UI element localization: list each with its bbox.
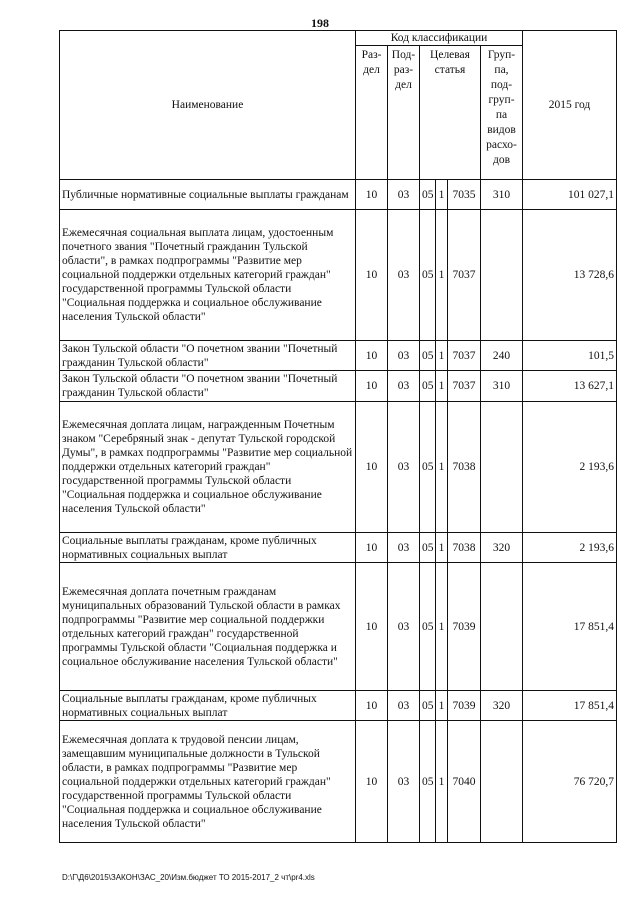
row-target-article-part3: 7039 — [448, 691, 481, 721]
row-podrazdel: 03 — [388, 563, 420, 691]
row-amount-2015: 17 851,4 — [523, 563, 617, 691]
header-name: Наименование — [60, 31, 356, 180]
table-header — [60, 31, 617, 180]
row-target-article-part1: 05 — [420, 180, 436, 210]
row-target-article-part1: 05 — [420, 341, 436, 371]
row-target-article-part3: 7037 — [448, 341, 481, 371]
header-tselevaya-statya: Целевая статья — [420, 46, 481, 180]
table-body — [60, 180, 617, 843]
row-target-article-part3: 7035 — [448, 180, 481, 210]
row-expense-group: 310 — [481, 371, 523, 402]
row-target-article-part2: 1 — [436, 180, 448, 210]
row-target-article-part2: 1 — [436, 371, 448, 402]
row-target-article-part1: 05 — [420, 691, 436, 721]
row-podrazdel: 03 — [388, 180, 420, 210]
table-row — [60, 341, 617, 371]
row-razdel: 10 — [356, 563, 388, 691]
row-expense-group: 240 — [481, 341, 523, 371]
budget-table — [59, 30, 617, 843]
row-amount-2015: 13 728,6 — [523, 210, 617, 341]
row-podrazdel: 03 — [388, 721, 420, 843]
table-row — [60, 210, 617, 341]
row-expense-group: 310 — [481, 180, 523, 210]
page-number: 198 — [311, 16, 329, 30]
row-target-article-part3: 7037 — [448, 371, 481, 402]
row-razdel: 10 — [356, 371, 388, 402]
row-razdel: 10 — [356, 721, 388, 843]
table-row — [60, 180, 617, 210]
row-podrazdel: 03 — [388, 691, 420, 721]
row-target-article-part1: 05 — [420, 533, 436, 563]
row-name: Публичные нормативные социальные выплаты гражданам — [60, 180, 356, 210]
row-name: Ежемесячная доплата к трудовой пенсии лицам, замещавшим муниципальные должности в Тульской области, в рамках подпрограммы "Развитие мер социальной поддержки отдельных категорий граждан" государственной программы Тульской области "Социальная поддержка и социальное обслуживание населения Тульской области" — [60, 721, 356, 843]
row-expense-group — [481, 402, 523, 533]
row-target-article-part3: 7038 — [448, 533, 481, 563]
row-target-article-part2: 1 — [436, 533, 448, 563]
row-amount-2015: 2 193,6 — [523, 402, 617, 533]
row-amount-2015: 2 193,6 — [523, 533, 617, 563]
header-podrazdel: Под- раз- дел — [388, 46, 420, 180]
row-expense-group: 320 — [481, 691, 523, 721]
row-name: Ежемесячная доплата почетным гражданам муниципальных образований Тульской области в рамках подпрограммы "Развитие мер социальной поддержки отдельных категорий граждан" государственной программы Тульской области "Социальная поддержка и социальное обслуживание населения Тульской области" — [60, 563, 356, 691]
row-name: Ежемесячная социальная выплата лицам, удостоенным почетного звания "Почетный гражданин Тульской области", в рамках подпрограммы "Развитие мер социальной поддержки отдельных категорий граждан" государственной программы Тульской области "Социальная поддержка и социальное обслуживание населения Тульской области" — [60, 210, 356, 341]
row-podrazdel: 03 — [388, 371, 420, 402]
table-row — [60, 691, 617, 721]
row-amount-2015: 13 627,1 — [523, 371, 617, 402]
row-target-article-part2: 1 — [436, 402, 448, 533]
row-name: Социальные выплаты гражданам, кроме публичных нормативных социальных выплат — [60, 691, 356, 721]
row-target-article-part3: 7038 — [448, 402, 481, 533]
row-target-article-part1: 05 — [420, 371, 436, 402]
row-razdel: 10 — [356, 180, 388, 210]
header-gruppa: Груп- па, под- груп- па видов расхо- дов — [481, 46, 523, 180]
table-row — [60, 533, 617, 563]
row-target-article-part3: 7040 — [448, 721, 481, 843]
row-target-article-part1: 05 — [420, 210, 436, 341]
row-amount-2015: 101 027,1 — [523, 180, 617, 210]
row-razdel: 10 — [356, 691, 388, 721]
row-expense-group — [481, 721, 523, 843]
row-expense-group: 320 — [481, 533, 523, 563]
row-razdel: 10 — [356, 533, 388, 563]
file-path-footer: D:\Г\Д6\2015\ЗАКОН\ЗАС_20\Изм.бюджет ТО 2015-2017_2 чт\pr4.xls — [62, 873, 315, 882]
header-year: 2015 год — [523, 31, 617, 180]
table-row — [60, 721, 617, 843]
row-target-article-part1: 05 — [420, 402, 436, 533]
row-razdel: 10 — [356, 341, 388, 371]
row-target-article-part2: 1 — [436, 691, 448, 721]
row-podrazdel: 03 — [388, 402, 420, 533]
row-target-article-part2: 1 — [436, 210, 448, 341]
row-name: Закон Тульской области "О почетном звании "Почетный гражданин Тульской области" — [60, 341, 356, 371]
row-razdel: 10 — [356, 402, 388, 533]
row-name: Закон Тульской области "О почетном звании "Почетный гражданин Тульской области" — [60, 371, 356, 402]
row-target-article-part1: 05 — [420, 721, 436, 843]
header-razdel: Раз- дел — [356, 46, 388, 180]
row-expense-group — [481, 210, 523, 341]
row-podrazdel: 03 — [388, 210, 420, 341]
row-target-article-part3: 7037 — [448, 210, 481, 341]
row-amount-2015: 101,5 — [523, 341, 617, 371]
row-amount-2015: 76 720,7 — [523, 721, 617, 843]
row-amount-2015: 17 851,4 — [523, 691, 617, 721]
row-target-article-part2: 1 — [436, 341, 448, 371]
row-podrazdel: 03 — [388, 533, 420, 563]
row-razdel: 10 — [356, 210, 388, 341]
row-podrazdel: 03 — [388, 341, 420, 371]
table-row — [60, 402, 617, 533]
table-row — [60, 563, 617, 691]
row-target-article-part1: 05 — [420, 563, 436, 691]
row-target-article-part2: 1 — [436, 563, 448, 691]
row-expense-group — [481, 563, 523, 691]
row-name: Ежемесячная доплата лицам, награжденным Почетным знаком "Серебряный знак - депутат Тульской городской Думы", в рамках подпрограммы "Развитие мер социальной поддержки отдельных категорий граждан" государственной программы Тульской области "Социальная поддержка и социальное обслуживание населения Тульской области" — [60, 402, 356, 533]
row-target-article-part3: 7039 — [448, 563, 481, 691]
header-classification: Код классификации — [356, 31, 523, 46]
row-name: Социальные выплаты гражданам, кроме публичных нормативных социальных выплат — [60, 533, 356, 563]
row-target-article-part2: 1 — [436, 721, 448, 843]
table-row — [60, 371, 617, 402]
